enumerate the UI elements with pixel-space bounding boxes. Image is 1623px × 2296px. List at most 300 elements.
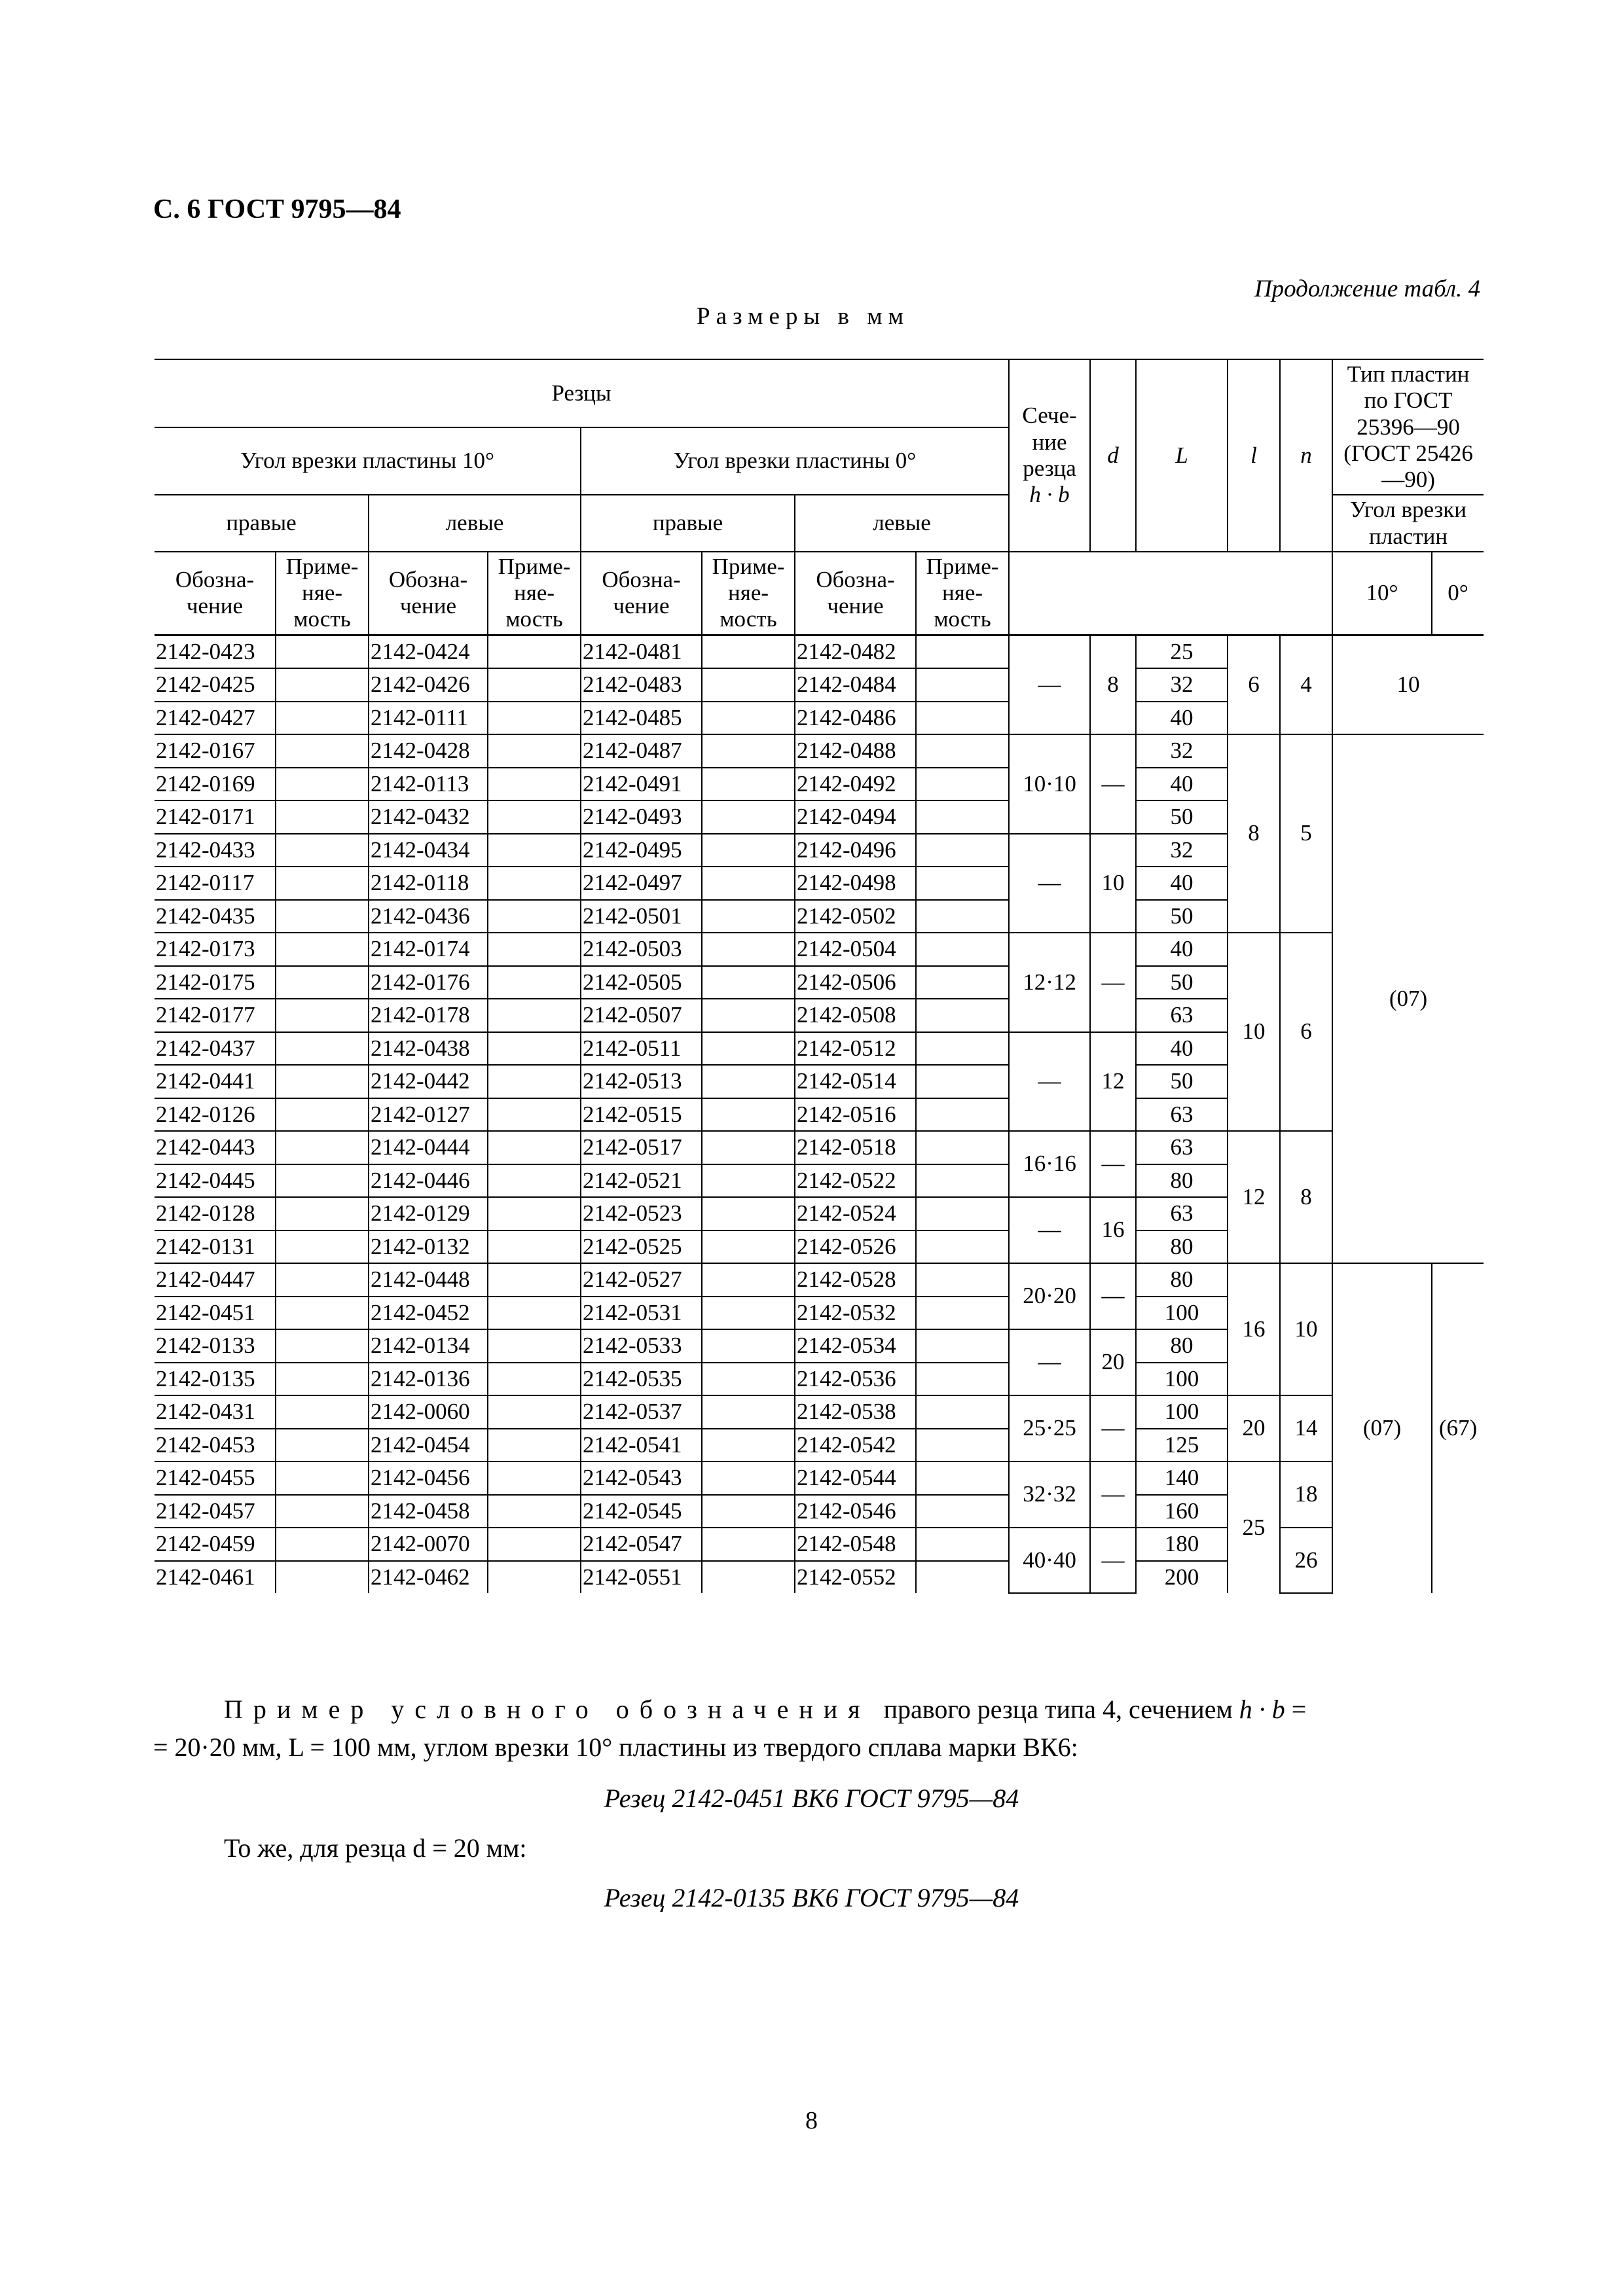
designation-cell: 2142-0534	[795, 1329, 916, 1363]
applicability-cell	[276, 1297, 369, 1330]
designation-cell: 2142-0426	[369, 668, 488, 702]
n-cell: 26	[1280, 1528, 1332, 1593]
designation-cell: 2142-0127	[369, 1098, 488, 1132]
applicability-cell	[276, 1495, 369, 1528]
header-d: d	[1090, 359, 1136, 552]
header-0deg: 0°	[1432, 552, 1484, 635]
header-spacer	[1009, 552, 1332, 635]
applicability-cell	[488, 1230, 581, 1264]
applicability-cell	[702, 1363, 795, 1396]
applicability-cell	[488, 1131, 581, 1164]
designation-cell: 2142-0537	[581, 1395, 702, 1429]
applicability-cell	[276, 800, 369, 834]
table-row	[155, 1395, 1484, 1429]
n-cell: 8	[1280, 1131, 1332, 1263]
applicability-cell	[702, 1263, 795, 1297]
applicability-cell	[702, 1429, 795, 1462]
applicability-cell	[488, 933, 581, 966]
header-angle-0: Угол врезки пластины 0°	[581, 427, 1009, 495]
designation-cell: 2142-0525	[581, 1230, 702, 1264]
designation-cell: 2142-0487	[581, 734, 702, 768]
applicability-cell	[488, 834, 581, 867]
table-row	[155, 1462, 1484, 1495]
designation-cell: 2142-0458	[369, 1495, 488, 1528]
designation-cell: 2142-0485	[581, 702, 702, 735]
designation-cell: 2142-0117	[155, 867, 276, 900]
applicability-cell	[916, 1363, 1009, 1396]
section-cell: 25·25	[1009, 1395, 1090, 1462]
l-cell: 20	[1228, 1395, 1280, 1462]
designation-cell: 2142-0541	[581, 1429, 702, 1462]
applicability-cell	[702, 900, 795, 933]
applicability-cell	[916, 768, 1009, 801]
applicability-cell	[276, 900, 369, 933]
designation-cell: 2142-0171	[155, 800, 276, 834]
applicability-cell	[276, 1363, 369, 1396]
applicability-cell	[916, 1462, 1009, 1495]
applicability-cell	[702, 800, 795, 834]
designation-cell: 2142-0176	[369, 966, 488, 999]
applicability-cell	[916, 702, 1009, 735]
designation-cell: 2142-0175	[155, 966, 276, 999]
plate-type-10deg-cell: (07)	[1332, 1263, 1432, 1593]
L-cell: 32	[1136, 668, 1228, 702]
applicability-cell	[488, 1164, 581, 1198]
L-cell: 140	[1136, 1462, 1228, 1495]
designation-cell: 2142-0447	[155, 1263, 276, 1297]
applicability-cell	[916, 635, 1009, 668]
designation-cell: 2142-0493	[581, 800, 702, 834]
designation-cell: 2142-0129	[369, 1197, 488, 1230]
applicability-cell	[276, 702, 369, 735]
designation-cell: 2142-0448	[369, 1263, 488, 1297]
L-cell: 63	[1136, 999, 1228, 1032]
plate-type-0deg-cell: (67)	[1432, 1263, 1484, 1593]
L-cell: 100	[1136, 1297, 1228, 1330]
designation-cell: 2142-0442	[369, 1065, 488, 1098]
applicability-cell	[702, 1197, 795, 1230]
applicability-cell	[488, 1329, 581, 1363]
applicability-cell	[702, 933, 795, 966]
designation-cell: 2142-0486	[795, 702, 916, 735]
designation-cell: 2142-0544	[795, 1462, 916, 1495]
plate-type-cell: 10	[1332, 635, 1484, 734]
table-row	[155, 1528, 1484, 1561]
applicability-cell	[276, 1098, 369, 1132]
d-cell: —	[1090, 933, 1136, 1032]
applicability-cell	[702, 1065, 795, 1098]
l-cell: 8	[1228, 734, 1280, 933]
table-continuation-label: Продолжение табл. 4	[1254, 276, 1480, 302]
applicability-cell	[488, 867, 581, 900]
applicability-cell	[702, 702, 795, 735]
L-cell: 80	[1136, 1329, 1228, 1363]
L-cell: 25	[1136, 635, 1228, 668]
designation-cell: 2142-0518	[795, 1131, 916, 1164]
L-cell: 40	[1136, 867, 1228, 900]
designation-cell: 2142-0505	[581, 966, 702, 999]
header-n: n	[1280, 359, 1332, 552]
applicability-cell	[488, 1462, 581, 1495]
applicability-cell	[702, 635, 795, 668]
L-cell: 32	[1136, 834, 1228, 867]
designation-cell: 2142-0546	[795, 1495, 916, 1528]
applicability-cell	[702, 1561, 795, 1594]
applicability-cell	[488, 1528, 581, 1561]
applicability-cell	[276, 1197, 369, 1230]
applicability-cell	[702, 668, 795, 702]
designation-cell: 2142-0452	[369, 1297, 488, 1330]
applicability-cell	[702, 768, 795, 801]
n-cell: 5	[1280, 734, 1332, 933]
applicability-cell	[276, 933, 369, 966]
header-oboz: Обозна-чение	[369, 552, 488, 635]
designation-cell: 2142-0497	[581, 867, 702, 900]
applicability-cell	[488, 1363, 581, 1396]
designation-cell: 2142-0527	[581, 1263, 702, 1297]
applicability-cell	[488, 1065, 581, 1098]
applicability-cell	[276, 834, 369, 867]
applicability-cell	[488, 1098, 581, 1132]
L-cell: 32	[1136, 734, 1228, 768]
applicability-cell	[916, 1429, 1009, 1462]
applicability-cell	[488, 668, 581, 702]
designation-cell: 2142-0526	[795, 1230, 916, 1264]
d-cell: 12	[1090, 1032, 1136, 1132]
n-cell: 14	[1280, 1395, 1332, 1462]
L-cell: 80	[1136, 1164, 1228, 1198]
header-prim: Приме-няе-мость	[702, 552, 795, 635]
designation-cell: 2142-0535	[581, 1363, 702, 1396]
designation-cell: 2142-0502	[795, 900, 916, 933]
L-cell: 80	[1136, 1263, 1228, 1297]
designation-cell: 2142-0495	[581, 834, 702, 867]
designation-cell: 2142-0167	[155, 734, 276, 768]
designation-cell: 2142-0484	[795, 668, 916, 702]
designation-example-2: Резец 2142-0135 ВК6 ГОСТ 9795—84	[604, 1883, 1019, 1912]
applicability-cell	[916, 900, 1009, 933]
applicability-cell	[276, 1230, 369, 1264]
applicability-cell	[916, 1164, 1009, 1198]
designation-cell: 2142-0451	[155, 1297, 276, 1330]
applicability-cell	[488, 1429, 581, 1462]
designation-cell: 2142-0173	[155, 933, 276, 966]
designation-cell: 2142-0136	[369, 1363, 488, 1396]
designation-cell: 2142-0545	[581, 1495, 702, 1528]
designation-cell: 2142-0543	[581, 1462, 702, 1495]
designation-cell: 2142-0435	[155, 900, 276, 933]
designation-cell: 2142-0536	[795, 1363, 916, 1396]
designation-cell: 2142-0481	[581, 635, 702, 668]
designation-cell: 2142-0491	[581, 768, 702, 801]
designation-cell: 2142-0434	[369, 834, 488, 867]
designation-cell: 2142-0453	[155, 1429, 276, 1462]
designation-cell: 2142-0523	[581, 1197, 702, 1230]
designation-cell: 2142-0496	[795, 834, 916, 867]
applicability-cell	[702, 1032, 795, 1066]
designation-cell: 2142-0132	[369, 1230, 488, 1264]
applicability-cell	[916, 1528, 1009, 1561]
designation-cell: 2142-0433	[155, 834, 276, 867]
designation-cell: 2142-0133	[155, 1329, 276, 1363]
designation-cell: 2142-0498	[795, 867, 916, 900]
applicability-cell	[276, 999, 369, 1032]
designation-cell: 2142-0522	[795, 1164, 916, 1198]
table-row	[155, 933, 1484, 966]
designation-cell: 2142-0462	[369, 1561, 488, 1594]
applicability-cell	[488, 800, 581, 834]
applicability-cell	[276, 1329, 369, 1363]
d-cell: —	[1090, 734, 1136, 834]
example-line-2: = 20·20 мм, L = 100 мм, углом врезки 10° пластины из твердого сплава марки ВК6:	[153, 1732, 1078, 1762]
header-left-10: левые	[369, 495, 581, 552]
same-for-d-line: То же, для резца d = 20 мм:	[224, 1833, 527, 1863]
applicability-cell	[916, 933, 1009, 966]
section-cell: —	[1009, 635, 1090, 734]
applicability-cell	[916, 867, 1009, 900]
section-cell: 40·40	[1009, 1528, 1090, 1593]
applicability-cell	[488, 1395, 581, 1429]
designation-cell: 2142-0441	[155, 1065, 276, 1098]
applicability-cell	[702, 1131, 795, 1164]
designation-cell: 2142-0513	[581, 1065, 702, 1098]
applicability-cell	[276, 1032, 369, 1066]
designation-cell: 2142-0111	[369, 702, 488, 735]
designation-cell: 2142-0428	[369, 734, 488, 768]
header-plate-angle: Угол врезки пластин	[1332, 495, 1484, 552]
cutters-table	[155, 359, 1484, 1594]
applicability-cell	[276, 668, 369, 702]
applicability-cell	[276, 1561, 369, 1594]
designation-cell: 2142-0060	[369, 1395, 488, 1429]
designation-cell: 2142-0446	[369, 1164, 488, 1198]
L-cell: 200	[1136, 1561, 1228, 1594]
designation-cell: 2142-0461	[155, 1561, 276, 1594]
applicability-cell	[276, 635, 369, 668]
applicability-cell	[916, 800, 1009, 834]
L-cell: 40	[1136, 702, 1228, 735]
L-cell: 180	[1136, 1528, 1228, 1561]
designation-cell: 2142-0424	[369, 635, 488, 668]
applicability-cell	[702, 1528, 795, 1561]
designation-cell: 2142-0504	[795, 933, 916, 966]
applicability-cell	[488, 768, 581, 801]
n-cell: 18	[1280, 1462, 1332, 1528]
designation-cell: 2142-0528	[795, 1263, 916, 1297]
designation-cell: 2142-0169	[155, 768, 276, 801]
applicability-cell	[488, 635, 581, 668]
applicability-cell	[916, 1297, 1009, 1330]
n-cell: 4	[1280, 635, 1332, 734]
designation-cell: 2142-0538	[795, 1395, 916, 1429]
designation-cell: 2142-0532	[795, 1297, 916, 1330]
d-cell: —	[1090, 1528, 1136, 1593]
designation-cell: 2142-0134	[369, 1329, 488, 1363]
header-oboz: Обозна-чение	[795, 552, 916, 635]
designation-cell: 2142-0131	[155, 1230, 276, 1264]
header-angle-10: Угол врезки пластины 10°	[155, 427, 581, 495]
applicability-cell	[702, 734, 795, 768]
L-cell: 63	[1136, 1131, 1228, 1164]
header-sechenie: Сече-ние резца h · b	[1009, 359, 1090, 552]
applicability-cell	[276, 734, 369, 768]
L-cell: 40	[1136, 1032, 1228, 1066]
table-row	[155, 1131, 1484, 1164]
designation-cell: 2142-0438	[369, 1032, 488, 1066]
designation-cell: 2142-0455	[155, 1462, 276, 1495]
designation-cell: 2142-0533	[581, 1329, 702, 1363]
applicability-cell	[702, 966, 795, 999]
applicability-cell	[276, 1065, 369, 1098]
designation-cell: 2142-0548	[795, 1528, 916, 1561]
applicability-cell	[276, 1395, 369, 1429]
section-cell: —	[1009, 1032, 1090, 1132]
designation-cell: 2142-0423	[155, 635, 276, 668]
header-l: l	[1228, 359, 1280, 552]
applicability-cell	[916, 1065, 1009, 1098]
header-right-0: правые	[581, 495, 795, 552]
applicability-cell	[916, 999, 1009, 1032]
applicability-cell	[916, 1131, 1009, 1164]
units-caption: Размеры в мм	[697, 303, 910, 330]
section-cell: 32·32	[1009, 1462, 1090, 1528]
designation-cell: 2142-0178	[369, 999, 488, 1032]
header-prim: Приме-няе-мость	[916, 552, 1009, 635]
designation-cell: 2142-0483	[581, 668, 702, 702]
table-row	[155, 734, 1484, 768]
table-row	[155, 1263, 1484, 1297]
designation-cell: 2142-0501	[581, 900, 702, 933]
d-cell: —	[1090, 1131, 1136, 1197]
applicability-cell	[702, 1495, 795, 1528]
applicability-cell	[702, 834, 795, 867]
applicability-cell	[702, 999, 795, 1032]
applicability-cell	[702, 1395, 795, 1429]
applicability-cell	[488, 1495, 581, 1528]
L-cell: 50	[1136, 966, 1228, 999]
l-cell: 16	[1228, 1263, 1280, 1395]
designation-cell: 2142-0511	[581, 1032, 702, 1066]
applicability-cell	[702, 1329, 795, 1363]
L-cell: 40	[1136, 933, 1228, 966]
applicability-cell	[276, 1528, 369, 1561]
n-cell: 6	[1280, 933, 1332, 1131]
d-cell: —	[1090, 1263, 1136, 1329]
designation-cell: 2142-0070	[369, 1528, 488, 1561]
applicability-cell	[488, 999, 581, 1032]
applicability-cell	[488, 1561, 581, 1594]
applicability-cell	[702, 1164, 795, 1198]
applicability-cell	[916, 1561, 1009, 1594]
applicability-cell	[488, 1032, 581, 1066]
applicability-cell	[276, 1462, 369, 1495]
page-header: С. 6 ГОСТ 9795—84	[153, 194, 401, 224]
section-cell: —	[1009, 834, 1090, 933]
designation-cell: 2142-0517	[581, 1131, 702, 1164]
designation-cell: 2142-0128	[155, 1197, 276, 1230]
designation-cell: 2142-0113	[369, 768, 488, 801]
applicability-cell	[916, 1032, 1009, 1066]
designation-cell: 2142-0514	[795, 1065, 916, 1098]
designation-cell: 2142-0552	[795, 1561, 916, 1594]
L-cell: 63	[1136, 1197, 1228, 1230]
applicability-cell	[702, 1297, 795, 1330]
n-cell: 10	[1280, 1263, 1332, 1395]
header-plate-type: Тип пластин по ГОСТ 25396—90 (ГОСТ 25426—90)	[1332, 359, 1484, 495]
header-prim: Приме-няе-мость	[488, 552, 581, 635]
applicability-cell	[916, 734, 1009, 768]
applicability-cell	[916, 966, 1009, 999]
designation-cell: 2142-0427	[155, 702, 276, 735]
applicability-cell	[488, 1197, 581, 1230]
designation-cell: 2142-0492	[795, 768, 916, 801]
applicability-cell	[702, 867, 795, 900]
header-prim: Приме-няе-мость	[276, 552, 369, 635]
L-cell: 80	[1136, 1230, 1228, 1264]
d-cell: 10	[1090, 834, 1136, 933]
applicability-cell	[916, 1263, 1009, 1297]
designation-cell: 2142-0135	[155, 1363, 276, 1396]
section-cell: —	[1009, 1197, 1090, 1263]
designation-example-1: Резец 2142-0451 ВК6 ГОСТ 9795—84	[604, 1784, 1019, 1813]
applicability-cell	[916, 1395, 1009, 1429]
applicability-cell	[916, 834, 1009, 867]
applicability-cell	[488, 702, 581, 735]
applicability-cell	[702, 1098, 795, 1132]
designation-cell: 2142-0425	[155, 668, 276, 702]
applicability-cell	[488, 734, 581, 768]
plate-type-cell: (07)	[1332, 734, 1484, 1263]
applicability-cell	[488, 900, 581, 933]
header-left-0: левые	[795, 495, 1009, 552]
header-rezcy: Резцы	[155, 359, 1009, 427]
L-cell: 100	[1136, 1363, 1228, 1396]
section-cell: 16·16	[1009, 1131, 1090, 1197]
designation-cell: 2142-0437	[155, 1032, 276, 1066]
designation-cell: 2142-0503	[581, 933, 702, 966]
designation-cell: 2142-0507	[581, 999, 702, 1032]
designation-cell: 2142-0454	[369, 1429, 488, 1462]
designation-cell: 2142-0431	[155, 1395, 276, 1429]
designation-cell: 2142-0174	[369, 933, 488, 966]
example-line-1: Пример условного обозначения правого резца типа 4, сечением h · b =	[224, 1695, 1307, 1724]
d-cell: 16	[1090, 1197, 1136, 1263]
applicability-cell	[916, 1495, 1009, 1528]
L-cell: 50	[1136, 900, 1228, 933]
designation-cell: 2142-0506	[795, 966, 916, 999]
header-oboz: Обозна-чение	[581, 552, 702, 635]
designation-cell: 2142-0459	[155, 1528, 276, 1561]
designation-cell: 2142-0444	[369, 1131, 488, 1164]
section-cell: —	[1009, 1329, 1090, 1395]
section-cell: 20·20	[1009, 1263, 1090, 1329]
l-cell: 12	[1228, 1131, 1280, 1263]
L-cell: 40	[1136, 768, 1228, 801]
l-cell: 25	[1228, 1462, 1280, 1593]
applicability-cell	[488, 1263, 581, 1297]
section-cell: 12·12	[1009, 933, 1090, 1032]
designation-cell: 2142-0445	[155, 1164, 276, 1198]
applicability-cell	[488, 966, 581, 999]
designation-cell: 2142-0516	[795, 1098, 916, 1132]
L-cell: 125	[1136, 1429, 1228, 1462]
designation-cell: 2142-0488	[795, 734, 916, 768]
l-cell: 6	[1228, 635, 1280, 734]
applicability-cell	[916, 1329, 1009, 1363]
designation-cell: 2142-0547	[581, 1528, 702, 1561]
designation-cell: 2142-0531	[581, 1297, 702, 1330]
l-cell: 10	[1228, 933, 1280, 1131]
